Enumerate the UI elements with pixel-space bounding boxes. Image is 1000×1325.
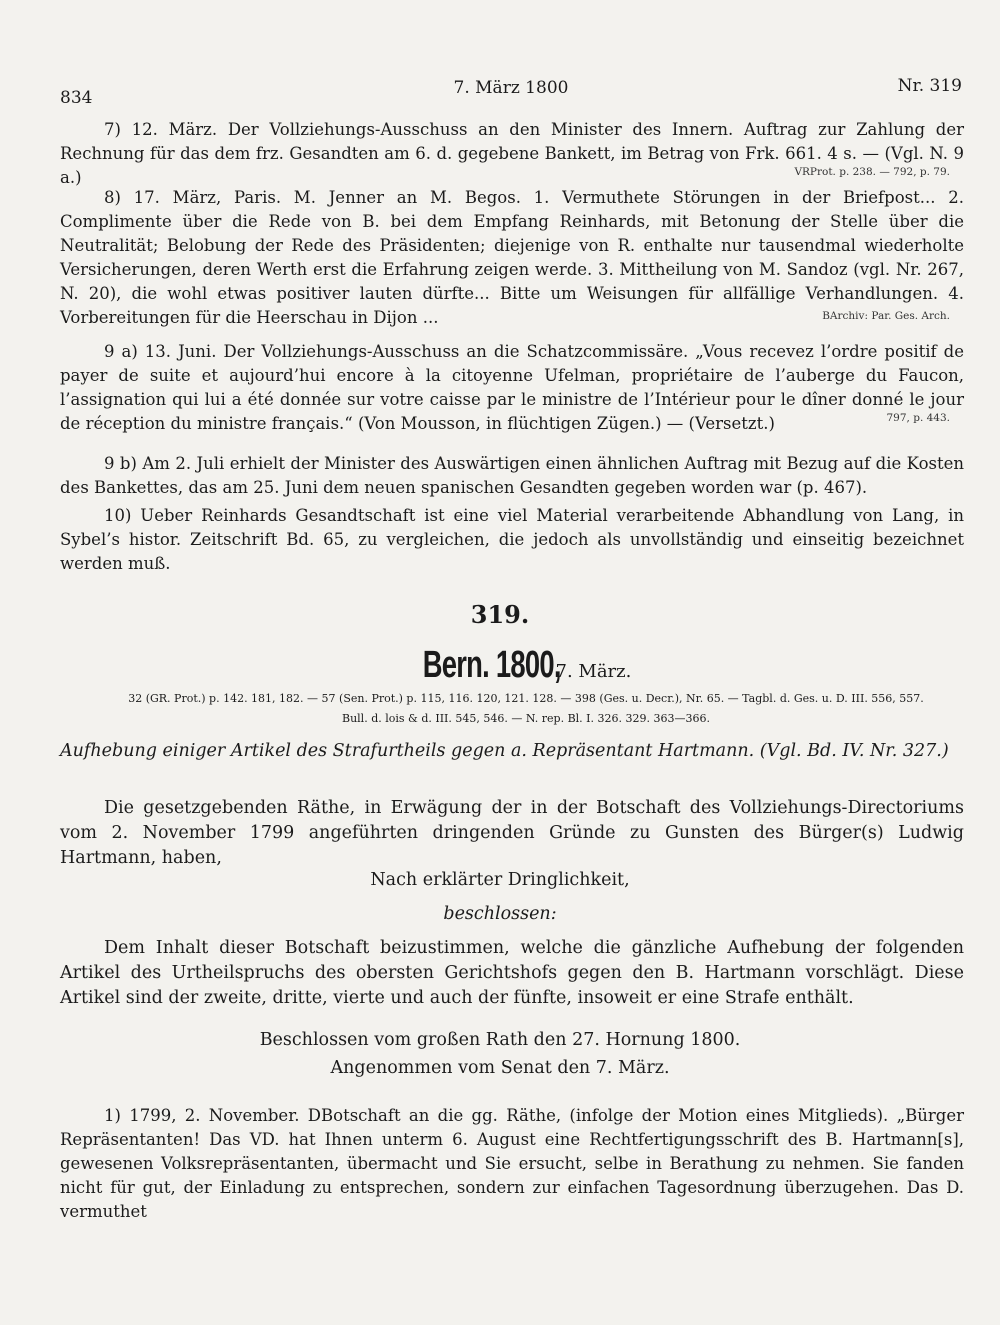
entry-9b: 9 b) Am 2. Juli erhielt der Minister des Auswärtigen einen ähnlichen Auftrag mit Bezug auf die Kosten des Bankettes, das am 25. Juni dem neuen spanischen Gesandten gegeben worden war (p. 467). (60, 454, 964, 497)
entry-7-source: VRProt. p. 238. — 792, p. 79. (794, 166, 950, 178)
header-number: Nr. 319 (897, 76, 962, 96)
section-date: 7. März. (555, 661, 632, 682)
entry-9a-source: 797, p. 443. (886, 412, 950, 424)
preamble: Die gesetzgebenden Räthe, in Erwägung der in der Botschaft des Vollziehungs-Directoriums vom 2. November 1799 angeführten dringenden Gründe zu Gunsten des Bürger(s) Ludwig Hartmann, haben, (60, 798, 964, 868)
entry-10: 10) Ueber Reinhards Gesandtschaft ist eine viel Material verarbeitende Abhandlung von Lang, in Sybel’s histor. Zeitschrift Bd. 65, zu vergleichen, die jedoch als unvollständig und einseitig bezeichnet werden muß. (60, 506, 964, 573)
entry-9a: 9 a) 13. Juni. Der Vollziehungs-Ausschuss an die Schatzcommissäre. „Vous recevez l’ordre positif de payer de suite et aujourd’hui encore à la citoyenne Ufelman, propriétaire de l’auberge du Faucon, l’assignation qui lui a été donnée sur votre caisse par le ministre de l’Intérieur pour le dîner donné le jour de réception du ministre français.“ (Von Mousson, in flüchtigen Zügen.) — (Versetzt.) (60, 342, 964, 433)
council-line: Beschlossen vom großen Rath den 27. Hornung 1800. (259, 1030, 741, 1050)
entry-7: 7) 12. März. Der Vollziehungs-Ausschuss an den Minister des Innern. Auftrag zur Zahlung der Rechnung für das dem frz. Gesandten am 6. d. gegebene Bankett, im Betrag von Frk. 661. 4 s. — (Vgl. N. 9 a.) (60, 120, 964, 187)
footnote-1: 1) 1799, 2. November. DBotschaft an die gg. Räthe, (infolge der Motion eines Mitglieds). „Bürger Repräsentanten! Das VD. hat Ihnen unterm 6. August eine Rechtfertigungsschrift des B. Hartmann[s], gewesenen Volksrepräsentanten, übermacht und Sie ersucht, selbe in Berathung zu nehmen. Sie fanden nicht für gut, der Einladung zu entsprechen, sondern zur einfachen Tagesordnung überzugehen. Das D. vermuthet (60, 1106, 964, 1221)
section-references-1: 32 (GR. Prot.) p. 142. 181, 182. — 57 (Sen. Prot.) p. 115, 116. 120, 121. 128. — 398 (Ges. u. Decr.), Nr. 65. — Tagbl. d. Ges. u. D. III. 556, 557. (128, 692, 924, 705)
section-place-year: Bern. 1800, (422, 644, 561, 686)
section-references-2: Bull. d. lois & d. III. 545, 546. — N. rep. Bl. I. 326. 329. 363—366. (342, 712, 710, 725)
entry-8-source: BArchiv: Par. Ges. Arch. (822, 310, 950, 322)
decision-text: Dem Inhalt dieser Botschaft beizustimmen, welche die gänzliche Aufhebung der folgenden Artikel des Urtheilspruchs des obersten Gerichtshofs gegen den B. Hartmann vorschlägt. Diese Artikel sind der zweite, dritte, vierte und auch der fünfte, insoweit er eine Strafe enthält. (60, 938, 964, 1008)
section-subject: Aufhebung einiger Artikel des Strafurtheils gegen a. Repräsentant Hartmann. (Vgl. Bd. IV. Nr. 327.) (60, 741, 949, 761)
senate-line: Angenommen vom Senat den 7. März. (330, 1058, 670, 1078)
page-number: 834 (60, 88, 93, 108)
section-title (0, 644, 1000, 687)
header-date: 7. März 1800 (453, 78, 569, 98)
resolved-line: beschlossen: (443, 904, 557, 924)
page-header (60, 74, 962, 108)
section-number: 319. (470, 600, 530, 629)
entry-8: 8) 17. März, Paris. M. Jenner an M. Begos. 1. Vermuthete Störungen in der Briefpost... 2. Complimente über die Rede von B. bei dem Empfang Reinhards, mit Betonung der Stelle über die Neutralität; Belobung der Rede des Präsidenten; diejenige von R. enthalte nur tausendmal wiederholte Versicherungen, deren Werth erst die Erfahrung zeigen werde. 3. Mittheilung von M. Sandoz (vgl. Nr. 267, N. 20), die wohl etwas positiver lauten dürfte... Bitte um Weisungen für allfällige Verhandlungen. 4. Vorbereitungen für die Heerschau in Dijon ... (60, 188, 964, 327)
urgency-line: Nach erklärter Dringlichkeit, (370, 870, 630, 890)
